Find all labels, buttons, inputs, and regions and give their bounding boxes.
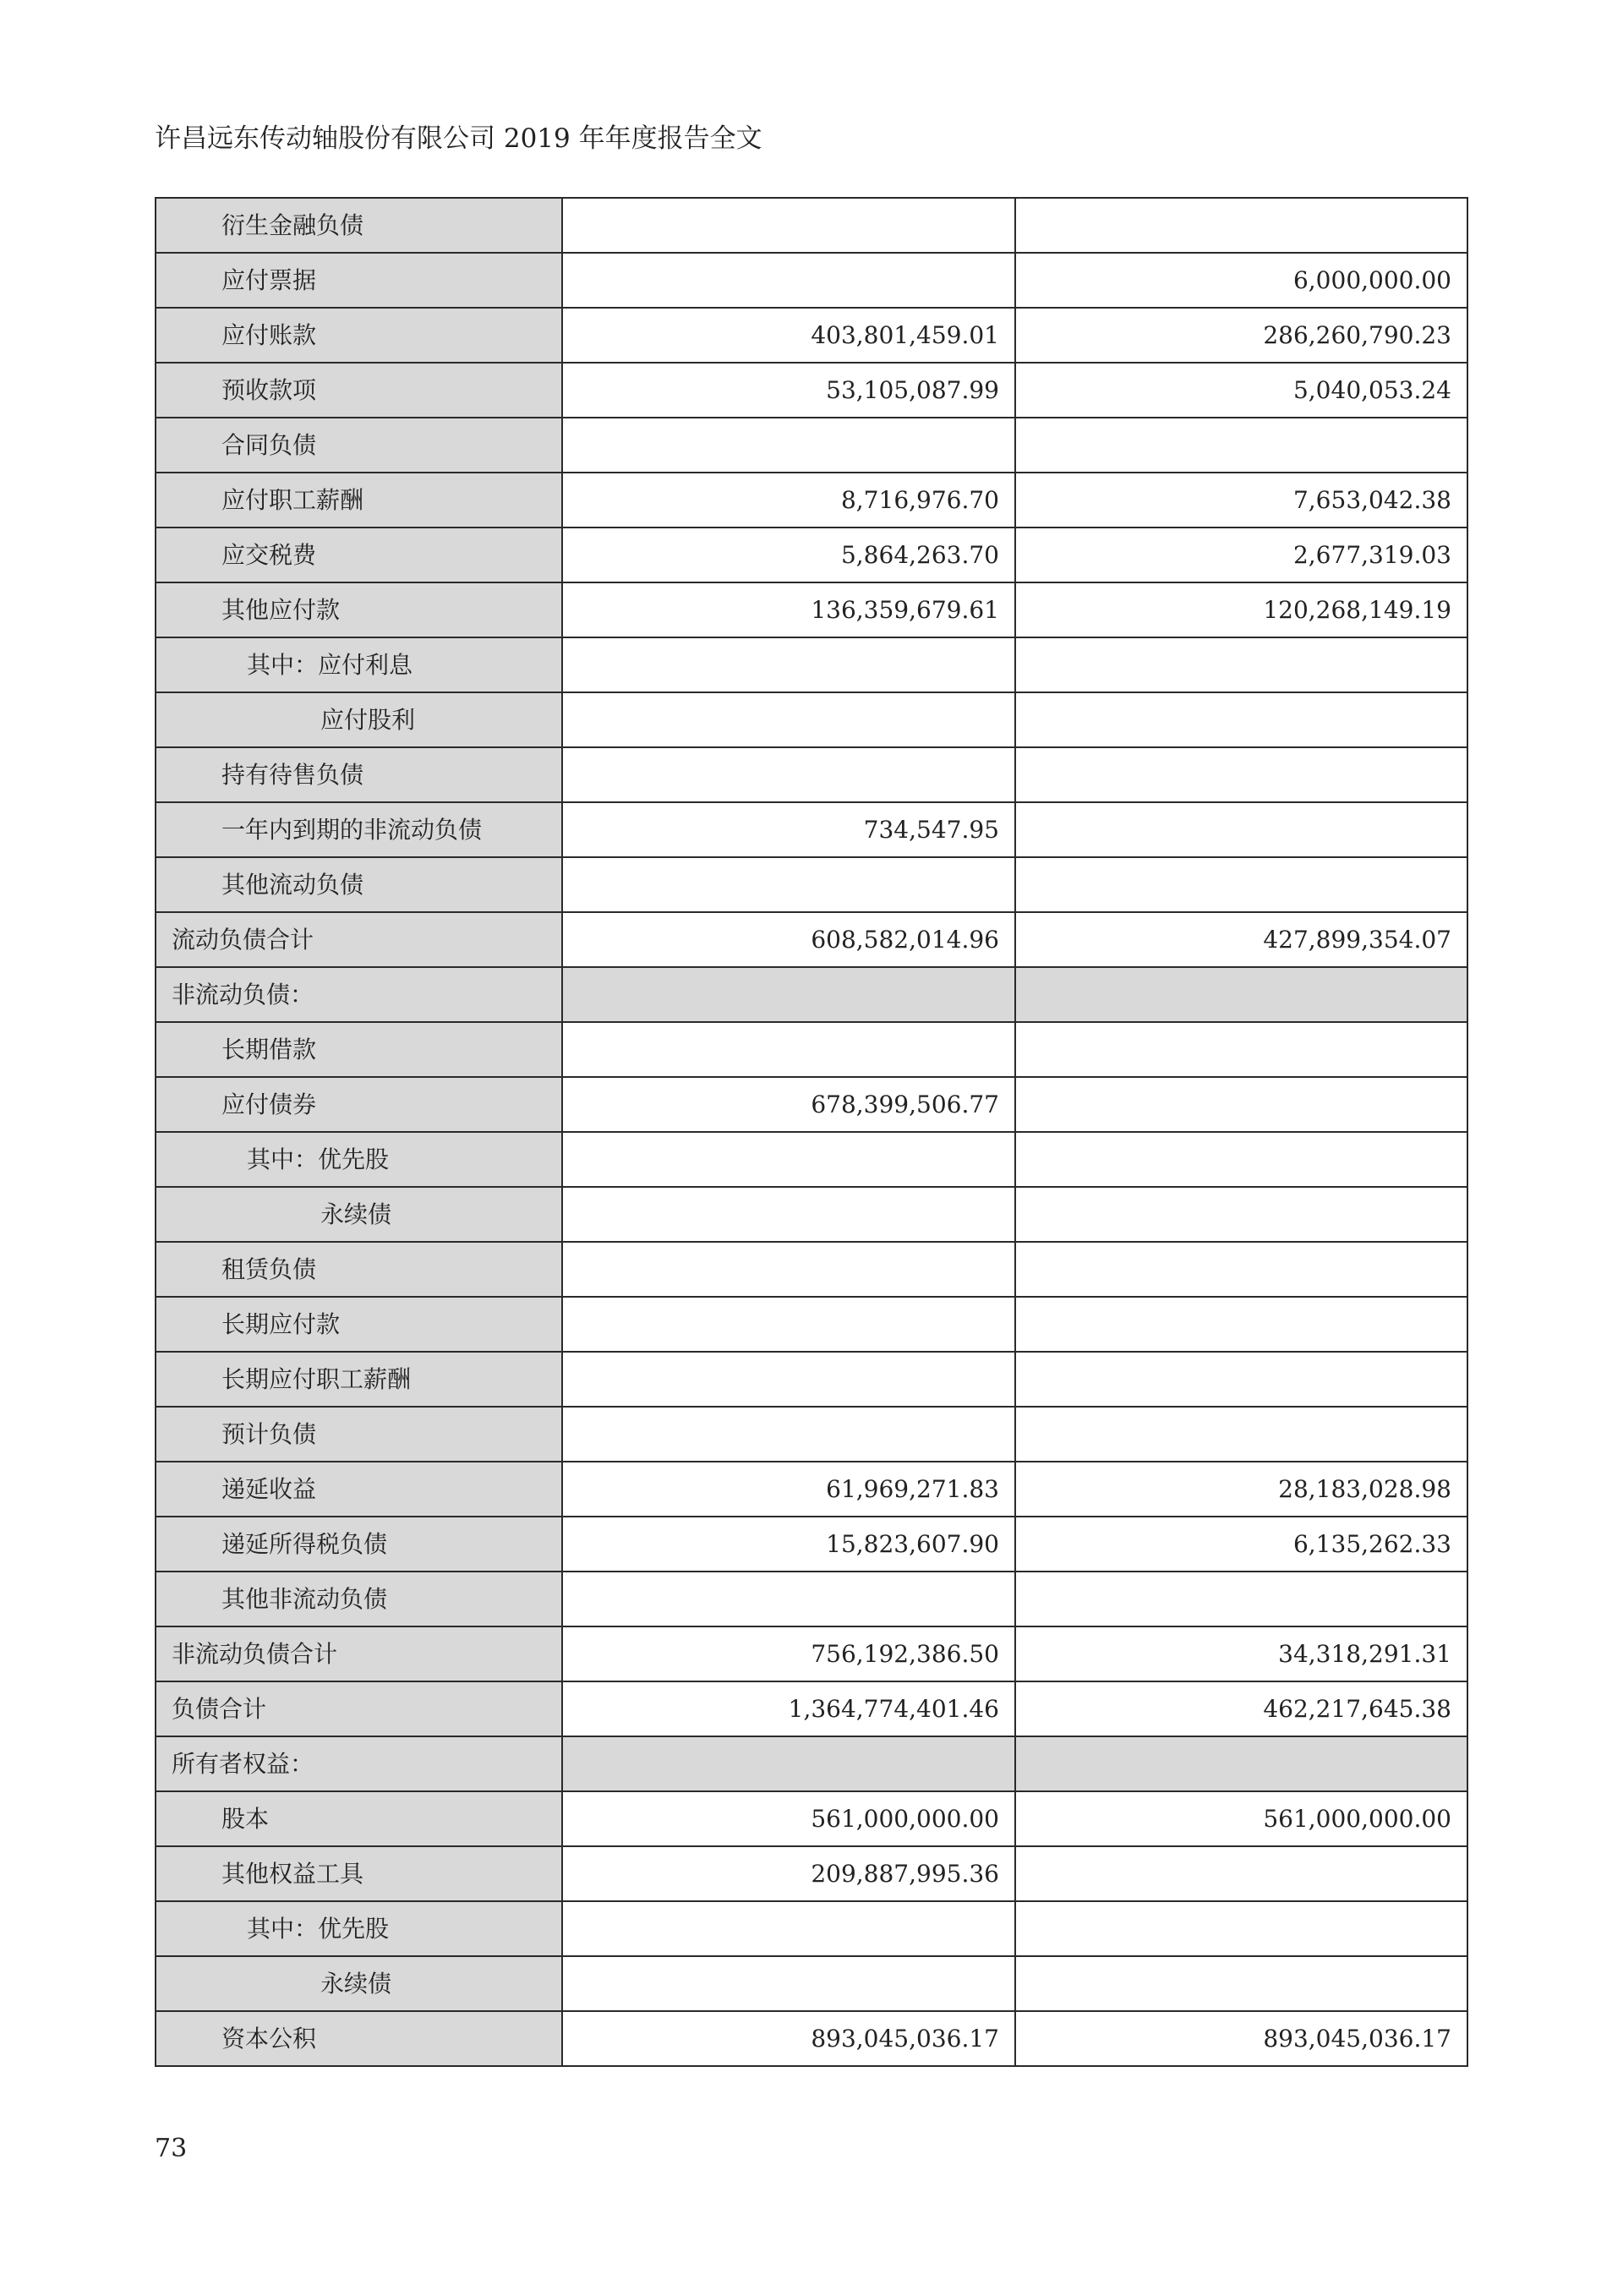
previous-period-value — [1015, 1352, 1467, 1407]
previous-period-value: 427,899,354.07 — [1015, 912, 1467, 967]
row-label: 递延所得税负债 — [156, 1517, 562, 1572]
current-period-value: 8,716,976.70 — [562, 473, 1015, 528]
table-row — [156, 1517, 1467, 1572]
current-period-value: 15,823,607.90 — [562, 1517, 1015, 1572]
document-header-title: 许昌远东传动轴股份有限公司 2019 年年度报告全文 — [155, 123, 762, 154]
row-label: 其他非流动负债 — [156, 1572, 562, 1626]
table-row — [156, 1626, 1467, 1681]
current-period-value — [562, 1572, 1015, 1626]
previous-period-value — [1015, 1297, 1467, 1352]
previous-period-value — [1015, 1736, 1467, 1791]
previous-period-value — [1015, 692, 1467, 747]
row-label: 预计负债 — [156, 1407, 562, 1462]
current-period-value: 5,864,263.70 — [562, 528, 1015, 582]
previous-period-value: 6,000,000.00 — [1015, 253, 1467, 308]
row-label: 长期借款 — [156, 1022, 562, 1077]
current-period-value: 209,887,995.36 — [562, 1846, 1015, 1901]
current-period-value: 608,582,014.96 — [562, 912, 1015, 967]
previous-period-value: 5,040,053.24 — [1015, 363, 1467, 418]
table-row — [156, 253, 1467, 308]
previous-period-value: 7,653,042.38 — [1015, 473, 1467, 528]
row-label: 其他应付款 — [156, 582, 562, 637]
table-row — [156, 747, 1467, 802]
table-row — [156, 1132, 1467, 1187]
row-label: 应付股利 — [156, 692, 562, 747]
row-label: 负债合计 — [156, 1681, 562, 1736]
current-period-value: 403,801,459.01 — [562, 308, 1015, 363]
current-period-value — [562, 1132, 1015, 1187]
row-label: 非流动负债合计 — [156, 1626, 562, 1681]
previous-period-value: 893,045,036.17 — [1015, 2011, 1467, 2066]
table-row — [156, 1736, 1467, 1791]
current-period-value — [562, 967, 1015, 1022]
table-row — [156, 1462, 1467, 1517]
current-period-value — [562, 1187, 1015, 1242]
table-row — [156, 473, 1467, 528]
current-period-value — [562, 1242, 1015, 1297]
table-row — [156, 528, 1467, 582]
current-period-value — [562, 1956, 1015, 2011]
table-row — [156, 857, 1467, 912]
previous-period-value: 6,135,262.33 — [1015, 1517, 1467, 1572]
row-label: 合同负债 — [156, 418, 562, 473]
current-period-value: 61,969,271.83 — [562, 1462, 1015, 1517]
table-row — [156, 198, 1467, 253]
row-label: 其他权益工具 — [156, 1846, 562, 1901]
table-row — [156, 1846, 1467, 1901]
row-label: 长期应付职工薪酬 — [156, 1352, 562, 1407]
table-row — [156, 1956, 1467, 2011]
table-row — [156, 967, 1467, 1022]
row-label: 其中：应付利息 — [156, 637, 562, 692]
previous-period-value — [1015, 198, 1467, 253]
current-period-value: 53,105,087.99 — [562, 363, 1015, 418]
row-label: 持有待售负债 — [156, 747, 562, 802]
previous-period-value: 561,000,000.00 — [1015, 1791, 1467, 1846]
previous-period-value — [1015, 1242, 1467, 1297]
row-label: 递延收益 — [156, 1462, 562, 1517]
row-label: 股本 — [156, 1791, 562, 1846]
current-period-value — [562, 1352, 1015, 1407]
table-row — [156, 1022, 1467, 1077]
current-period-value — [562, 198, 1015, 253]
row-label: 应付账款 — [156, 308, 562, 363]
previous-period-value — [1015, 1846, 1467, 1901]
table-row — [156, 1901, 1467, 1956]
previous-period-value: 34,318,291.31 — [1015, 1626, 1467, 1681]
table-row — [156, 802, 1467, 857]
previous-period-value — [1015, 1022, 1467, 1077]
row-label: 非流动负债： — [156, 967, 562, 1022]
current-period-value: 756,192,386.50 — [562, 1626, 1015, 1681]
table-row — [156, 308, 1467, 363]
balance-sheet-table — [155, 197, 1468, 2067]
row-label: 应交税费 — [156, 528, 562, 582]
row-label: 其中：优先股 — [156, 1132, 562, 1187]
previous-period-value: 120,268,149.19 — [1015, 582, 1467, 637]
row-label: 应付债券 — [156, 1077, 562, 1132]
previous-period-value — [1015, 747, 1467, 802]
table-row — [156, 1187, 1467, 1242]
previous-period-value — [1015, 637, 1467, 692]
current-period-value — [562, 857, 1015, 912]
row-label: 应付票据 — [156, 253, 562, 308]
current-period-value: 734,547.95 — [562, 802, 1015, 857]
current-period-value — [562, 253, 1015, 308]
current-period-value — [562, 1022, 1015, 1077]
balance-sheet-body — [156, 198, 1467, 2066]
table-row — [156, 1352, 1467, 1407]
row-label: 所有者权益： — [156, 1736, 562, 1791]
table-row — [156, 1681, 1467, 1736]
previous-period-value — [1015, 1572, 1467, 1626]
current-period-value — [562, 747, 1015, 802]
current-period-value — [562, 418, 1015, 473]
previous-period-value — [1015, 1077, 1467, 1132]
current-period-value — [562, 1736, 1015, 1791]
previous-period-value: 286,260,790.23 — [1015, 308, 1467, 363]
row-label: 应付职工薪酬 — [156, 473, 562, 528]
row-label: 流动负债合计 — [156, 912, 562, 967]
previous-period-value — [1015, 1956, 1467, 2011]
current-period-value: 678,399,506.77 — [562, 1077, 1015, 1132]
previous-period-value — [1015, 1901, 1467, 1956]
row-label: 租赁负债 — [156, 1242, 562, 1297]
previous-period-value: 462,217,645.38 — [1015, 1681, 1467, 1736]
previous-period-value — [1015, 802, 1467, 857]
previous-period-value — [1015, 1187, 1467, 1242]
previous-period-value — [1015, 967, 1467, 1022]
current-period-value: 893,045,036.17 — [562, 2011, 1015, 2066]
current-period-value: 561,000,000.00 — [562, 1791, 1015, 1846]
current-period-value — [562, 1407, 1015, 1462]
table-row — [156, 1242, 1467, 1297]
table-row — [156, 637, 1467, 692]
current-period-value — [562, 692, 1015, 747]
current-period-value: 136,359,679.61 — [562, 582, 1015, 637]
page-number: 73 — [155, 2134, 188, 2163]
table-row — [156, 418, 1467, 473]
previous-period-value: 2,677,319.03 — [1015, 528, 1467, 582]
previous-period-value — [1015, 418, 1467, 473]
table-row — [156, 582, 1467, 637]
row-label: 永续债 — [156, 1956, 562, 2011]
row-label: 其中：优先股 — [156, 1901, 562, 1956]
previous-period-value: 28,183,028.98 — [1015, 1462, 1467, 1517]
row-label: 一年内到期的非流动负债 — [156, 802, 562, 857]
table-row — [156, 1077, 1467, 1132]
previous-period-value — [1015, 857, 1467, 912]
table-row — [156, 692, 1467, 747]
row-label: 预收款项 — [156, 363, 562, 418]
previous-period-value — [1015, 1407, 1467, 1462]
table-row — [156, 1407, 1467, 1462]
table-row — [156, 1572, 1467, 1626]
table-row — [156, 1297, 1467, 1352]
current-period-value — [562, 637, 1015, 692]
previous-period-value — [1015, 1132, 1467, 1187]
row-label: 永续债 — [156, 1187, 562, 1242]
table-row — [156, 1791, 1467, 1846]
row-label: 长期应付款 — [156, 1297, 562, 1352]
table-row — [156, 912, 1467, 967]
row-label: 其他流动负债 — [156, 857, 562, 912]
current-period-value: 1,364,774,401.46 — [562, 1681, 1015, 1736]
table-row — [156, 363, 1467, 418]
current-period-value — [562, 1297, 1015, 1352]
table-row — [156, 2011, 1467, 2066]
row-label: 资本公积 — [156, 2011, 562, 2066]
row-label: 衍生金融负债 — [156, 198, 562, 253]
current-period-value — [562, 1901, 1015, 1956]
